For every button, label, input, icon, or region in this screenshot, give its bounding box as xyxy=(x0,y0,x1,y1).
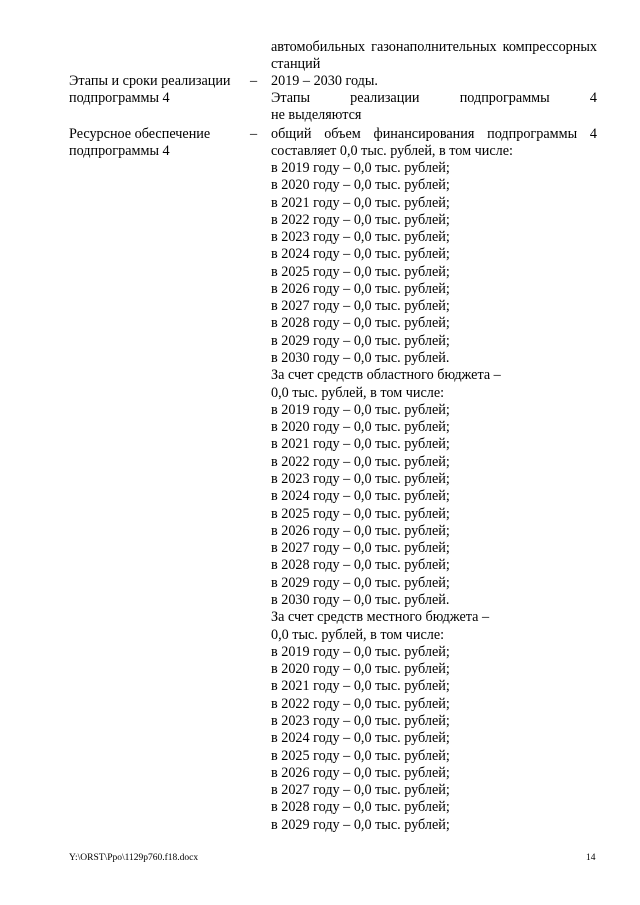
regional-year-line: в 2022 году – 0,0 тыс. рублей; xyxy=(271,454,450,470)
total-year-line: в 2028 году – 0,0 тыс. рублей; xyxy=(271,315,450,331)
resources-dash: – xyxy=(250,126,258,142)
regional-year-line: в 2025 году – 0,0 тыс. рублей; xyxy=(271,506,450,522)
local-year-line: в 2021 году – 0,0 тыс. рублей; xyxy=(271,678,450,694)
regional-year-line: в 2019 году – 0,0 тыс. рублей; xyxy=(271,402,450,418)
resources-total-word: объем xyxy=(324,126,361,142)
regional-year-line: в 2026 году – 0,0 тыс. рублей; xyxy=(271,523,450,539)
total-year-line: в 2022 году – 0,0 тыс. рублей; xyxy=(271,212,450,228)
local-year-line: в 2020 году – 0,0 тыс. рублей; xyxy=(271,661,450,677)
total-year-line: в 2020 году – 0,0 тыс. рублей; xyxy=(271,177,450,193)
resources-total-word: общий xyxy=(271,126,312,142)
stages-note-line-2: не выделяются xyxy=(271,107,362,123)
regional-year-line: в 2029 году – 0,0 тыс. рублей; xyxy=(271,575,450,591)
stages-note-word: подпрограммы xyxy=(459,90,550,106)
page-number: 14 xyxy=(586,853,596,863)
local-year-line: в 2026 году – 0,0 тыс. рублей; xyxy=(271,765,450,781)
regional-budget-total: 0,0 тыс. рублей, в том числе: xyxy=(271,385,445,401)
total-year-line: в 2027 году – 0,0 тыс. рублей; xyxy=(271,298,450,314)
stages-dash: – xyxy=(250,73,258,89)
local-budget-heading: За счет средств местного бюджета – xyxy=(271,609,490,625)
regional-year-line: в 2021 году – 0,0 тыс. рублей; xyxy=(271,436,450,452)
stages-note-word: 4 xyxy=(589,90,597,106)
local-year-line: в 2023 году – 0,0 тыс. рублей; xyxy=(271,713,450,729)
total-year-line: в 2030 году – 0,0 тыс. рублей. xyxy=(271,350,450,366)
resources-total-line-1 xyxy=(271,126,597,143)
local-year-line: в 2025 году – 0,0 тыс. рублей; xyxy=(271,748,450,764)
intro-line-2: станций xyxy=(271,56,321,72)
total-year-line: в 2026 году – 0,0 тыс. рублей; xyxy=(271,281,450,297)
regional-year-line: в 2024 году – 0,0 тыс. рублей; xyxy=(271,488,450,504)
local-year-line: в 2027 году – 0,0 тыс. рублей; xyxy=(271,782,450,798)
intro-word: компрессорных xyxy=(502,39,597,55)
regional-year-line: в 2020 году – 0,0 тыс. рублей; xyxy=(271,419,450,435)
intro-word: газонаполнительных xyxy=(371,39,497,55)
total-year-line: в 2019 году – 0,0 тыс. рублей; xyxy=(271,160,450,176)
stages-note-line-1 xyxy=(271,90,597,107)
local-year-line: в 2029 году – 0,0 тыс. рублей; xyxy=(271,817,450,833)
footer-file-path: Y:\ORST\Ppo\1129p760.f18.docx xyxy=(69,853,199,863)
resources-total-line-2: составляет 0,0 тыс. рублей, в том числе: xyxy=(271,143,513,159)
intro-word: автомобильных xyxy=(271,39,366,55)
local-budget-total: 0,0 тыс. рублей, в том числе: xyxy=(271,627,445,643)
stages-period: 2019 – 2030 годы. xyxy=(271,73,378,89)
total-year-line: в 2023 году – 0,0 тыс. рублей; xyxy=(271,229,450,245)
resources-label-line-2: подпрограммы 4 xyxy=(69,143,170,159)
total-year-line: в 2024 году – 0,0 тыс. рублей; xyxy=(271,246,450,262)
stages-label-line-2: подпрограммы 4 xyxy=(69,90,170,106)
local-year-line: в 2022 году – 0,0 тыс. рублей; xyxy=(271,696,450,712)
local-year-line: в 2028 году – 0,0 тыс. рублей; xyxy=(271,799,450,815)
resources-total-word: 4 xyxy=(589,126,597,142)
regional-year-line: в 2030 году – 0,0 тыс. рублей. xyxy=(271,592,450,608)
intro-line-1 xyxy=(271,39,597,56)
total-year-line: в 2025 году – 0,0 тыс. рублей; xyxy=(271,264,450,280)
resources-label-line-1: Ресурсное обеспечение xyxy=(69,126,211,142)
regional-year-line: в 2028 году – 0,0 тыс. рублей; xyxy=(271,557,450,573)
resources-total-word: подпрограммы xyxy=(487,126,578,142)
regional-year-line: в 2023 году – 0,0 тыс. рублей; xyxy=(271,471,450,487)
total-year-line: в 2029 году – 0,0 тыс. рублей; xyxy=(271,333,450,349)
local-year-line: в 2019 году – 0,0 тыс. рублей; xyxy=(271,644,450,660)
local-year-line: в 2024 году – 0,0 тыс. рублей; xyxy=(271,730,450,746)
stages-note-word: реализации xyxy=(350,90,420,106)
stages-label-line-1: Этапы и сроки реализации xyxy=(69,73,231,89)
regional-budget-heading: За счет средств областного бюджета – xyxy=(271,367,501,383)
regional-year-line: в 2027 году – 0,0 тыс. рублей; xyxy=(271,540,450,556)
stages-note-word: Этапы xyxy=(271,90,310,106)
resources-total-word: финансирования xyxy=(373,126,475,142)
total-year-line: в 2021 году – 0,0 тыс. рублей; xyxy=(271,195,450,211)
